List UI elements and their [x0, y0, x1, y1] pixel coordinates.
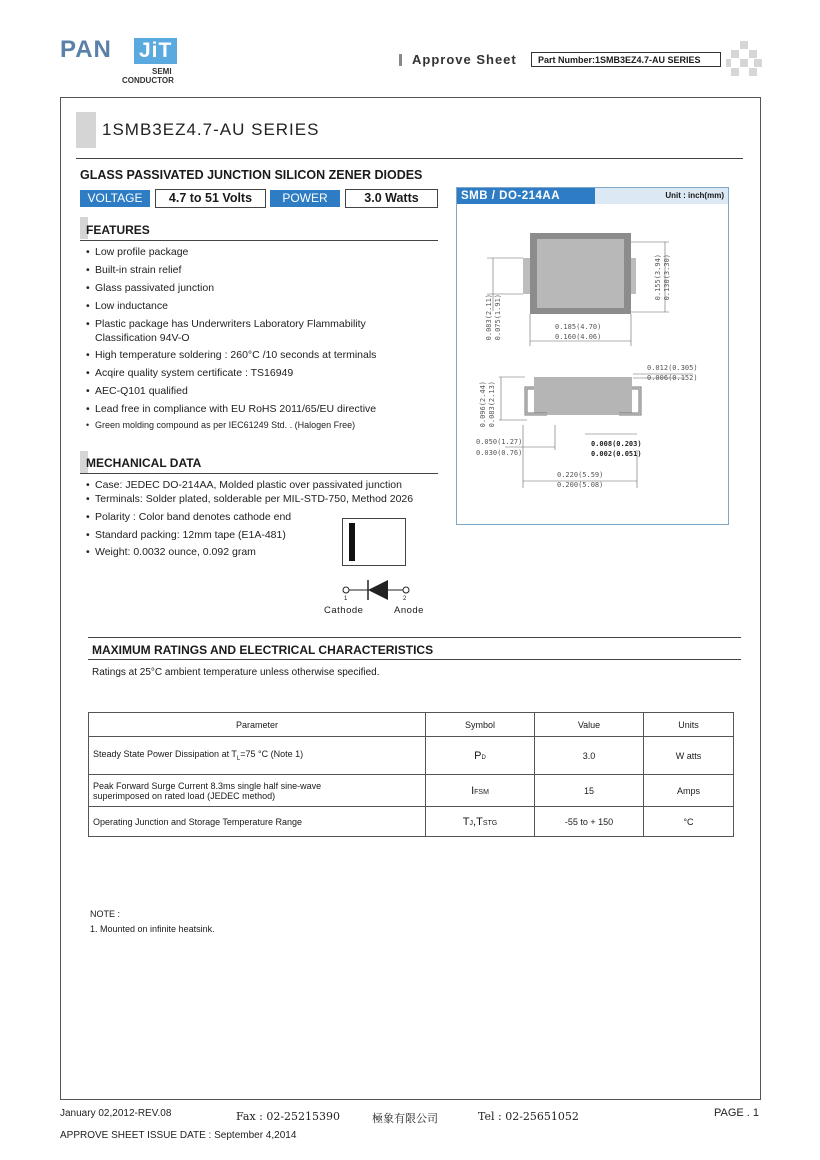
- logo-pan-text: PAN: [60, 36, 112, 63]
- footer-date: January 02,2012-REV.08: [60, 1108, 172, 1119]
- table-row: [89, 775, 734, 807]
- dim-lead-thickness-max: 0.012(0.305): [647, 364, 698, 372]
- cathode-band: [349, 523, 355, 561]
- notes-heading: NOTE :: [90, 909, 121, 919]
- table-row: [89, 737, 734, 775]
- logo-jit-text: JiT: [134, 38, 177, 64]
- approve-bar-icon: [399, 54, 402, 66]
- ratings-note-line: Ratings at 25°C ambient temperature unless otherwise specified.: [92, 667, 380, 678]
- dim-total-max: 0.220(5.59): [557, 471, 604, 479]
- list-item: • Terminals: Solder plated, solderable per MIL-STD-750, Method 2026: [86, 493, 414, 505]
- note-item: 1. Mounted on infinite heatsink.: [90, 924, 215, 934]
- column-header: Symbol: [426, 713, 535, 737]
- list-item: • Built-in strain relief: [86, 264, 182, 276]
- value-cell: 15: [535, 775, 644, 807]
- ratings-table: [88, 712, 734, 837]
- footer-page: PAGE . 1: [714, 1107, 760, 1119]
- package-outline-box: [456, 187, 729, 525]
- ratings-bottom-divider: [88, 659, 741, 660]
- list-item: • Standard packing: 12mm tape (E1A-481): [86, 529, 286, 541]
- param-cell: Operating Junction and Storage Temperature Range: [89, 807, 426, 837]
- mechanical-heading: MECHANICAL DATA: [86, 456, 202, 470]
- checker-pattern-icon: [726, 41, 762, 77]
- dim-foot-max: 0.050(1.27): [476, 438, 523, 446]
- table-header-row: [89, 713, 734, 737]
- dim-lead-max: 0.083(2.11): [485, 294, 493, 341]
- param-cell: Peak Forward Surge Current 8.3ms single half sine-wave superimposed on rated load (JEDEC method): [89, 775, 426, 807]
- product-subtitle: GLASS PASSIVATED JUNCTION SILICON ZENER DIODES: [80, 168, 423, 182]
- list-item: • Low inductance: [86, 300, 168, 312]
- logo-conductor-text: CONDUCTOR: [122, 76, 174, 85]
- company-logo: [60, 36, 190, 86]
- symbol-cell: TJ,TSTG: [426, 807, 535, 837]
- footer-issue-date: APPROVE SHEET ISSUE DATE : September 4,2014: [60, 1130, 297, 1141]
- units-cell: W atts: [644, 737, 734, 775]
- param-cell: Steady State Power Dissipation at $T_L=75$ °C (Note 1): [89, 737, 426, 775]
- list-item: • High temperature soldering : 260°C /10 seconds at terminals: [86, 349, 377, 361]
- list-item: • Lead free in compliance with EU RoHS 2011/65/EU directive: [86, 403, 377, 415]
- symbol-cell: PD: [426, 737, 535, 775]
- features-divider: [80, 240, 438, 241]
- title-divider: [76, 158, 743, 159]
- dim-width-max: 0.185(4.70): [555, 323, 602, 331]
- value-cell: 3.0: [535, 737, 644, 775]
- footer-fax: Fax : 02-25215390: [236, 1110, 341, 1123]
- voltage-label-badge: VOLTAGE: [80, 190, 150, 207]
- page-title: 1SMB3EZ4.7-AU SERIES: [102, 120, 320, 139]
- cathode-label: Cathode: [324, 605, 364, 616]
- list-item: • AEC-Q101 qualified: [86, 385, 188, 397]
- footer-company: 極象有限公司: [372, 1112, 438, 1125]
- polarity-package-drawing: [342, 518, 406, 566]
- list-item: • Weight: 0.0032 ounce, 0.092 gram: [86, 546, 256, 558]
- anode-label: Anode: [394, 605, 424, 616]
- mechanical-divider: [80, 473, 438, 474]
- column-header: Value: [535, 713, 644, 737]
- ratings-heading: MAXIMUM RATINGS AND ELECTRICAL CHARACTERISTICS: [92, 643, 434, 657]
- features-list: [86, 246, 446, 436]
- footer-tel: Tel : 02-25651052: [478, 1110, 579, 1123]
- list-item: • Plastic package has Underwriters Laboratory Flammability: [86, 318, 366, 330]
- part-number-box: Part Number:1SMB3EZ4.7-AU SERIES: [531, 52, 721, 67]
- column-header: Parameter: [89, 713, 426, 737]
- dim-height-max: 0.155(3.94): [654, 254, 662, 301]
- list-item: • Polarity : Color band denotes cathode end: [86, 511, 292, 523]
- table-row: [89, 807, 734, 837]
- dim-standoff-max: 0.008(0.203): [591, 440, 642, 448]
- dim-lead-thickness-min: 0.006(0.152): [647, 374, 698, 382]
- voltage-value-badge: 4.7 to 51 Volts: [155, 189, 266, 208]
- list-item: • Green molding compound as per IEC61249 Std. . (Halogen Free): [86, 420, 356, 430]
- units-cell: Amps: [644, 775, 734, 807]
- list-item: • Case: JEDEC DO-214AA, Molded plastic over passivated junction: [86, 479, 402, 491]
- column-header: Units: [644, 713, 734, 737]
- pin-2-label: 2: [403, 596, 407, 602]
- side-view-leads: [517, 368, 647, 428]
- mechanical-list: [86, 479, 466, 569]
- title-tab: [76, 112, 96, 148]
- list-item-continuation: Classification 94V-O: [95, 332, 190, 344]
- power-label-badge: POWER: [270, 190, 340, 207]
- approve-sheet-label: Approve Sheet: [412, 52, 517, 67]
- value-cell: -55 to + 150: [535, 807, 644, 837]
- pin-1-label: 1: [344, 596, 348, 602]
- package-unit-label: Unit : inch(mm): [665, 191, 724, 200]
- dim-width-min: 0.160(4.06): [555, 333, 602, 341]
- dim-foot-min: 0.030(0.76): [476, 449, 523, 457]
- list-item: • Glass passivated junction: [86, 282, 215, 294]
- list-item: • Acqire quality system certificate : TS16949: [86, 367, 294, 379]
- logo-semi-text: SEMI: [152, 67, 172, 76]
- dim-height-min: 0.130(3.30): [663, 254, 671, 301]
- dim-total-min: 0.200(5.08): [557, 481, 604, 489]
- features-heading: FEATURES: [86, 223, 150, 237]
- dim-side-height-min: 0.083(2.13): [488, 381, 496, 428]
- list-item: • Low profile package: [86, 246, 189, 258]
- power-value-badge: 3.0 Watts: [345, 189, 438, 208]
- dim-side-height-max: 0.096(2.44): [479, 381, 487, 428]
- dim-standoff-min: 0.002(0.051): [591, 450, 642, 458]
- package-title: SMB / DO-214AA: [457, 188, 595, 204]
- units-cell: °C: [644, 807, 734, 837]
- ratings-top-divider: [88, 637, 741, 638]
- dim-lead-min: 0.075(1.91): [494, 294, 502, 341]
- symbol-cell: IFSM: [426, 775, 535, 807]
